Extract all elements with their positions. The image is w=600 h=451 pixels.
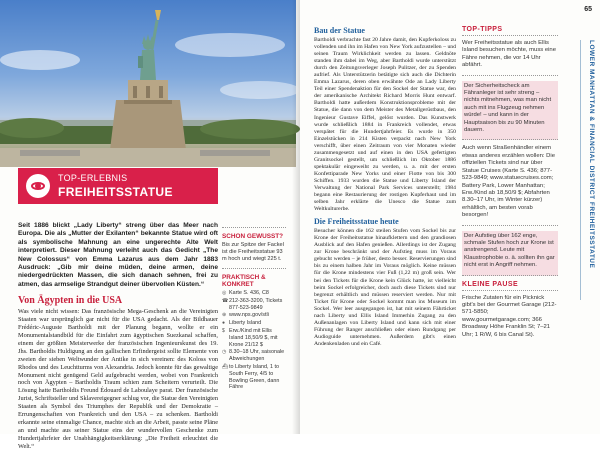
eye-icon [26,174,50,198]
ticket-icon: $ [222,327,225,334]
top-experience-banner [18,168,218,204]
map-pin-icon: ◎ [222,290,227,296]
info-row: ☎ 212-363-3200, Tickets 877-523-9849 [222,297,283,311]
practical-info-title: PRAKTISCH & KONKRET [222,274,266,288]
did-you-know-title: SCHON GEWUSST? [222,233,284,240]
divider [222,227,286,228]
top-tips-title: TOP-TIPPS [462,26,558,36]
right-main-column [314,26,456,348]
tip-item-warning: Der Aufstieg über 162 enge, schmale Stufen hoch zur Krone ist anstrengend. Leute mit Klaustrophobie o. ä. sollten ihn gar nicht erst in Angriff nehmen. [462,231,558,276]
section-text: Was viele nicht wissen: Das französische Mega-Geschenk an die Vereinigten Staaten war ursprünglich gar nicht für die USA gedacht. Als der Bildhauer Frédéric-Auguste Bartholdi mit der Planung begann, wollte er ein Monumentalstandbild für die Einfahrt zum ägyptischen Suezkanal schaffen, einem der größten Meisterwerke der französischen Ingenieurskunst des 19. Jhs. Bartholdis Huldigung an den gallischen Erfindergeist sollte Elemente von zweien der sieben Weltwunder der Antike in sich vereinen: des Koloss von Rhodos und des Leuchtturms von Alexandria. Jedoch konnte für das gewaltige Monument nicht genügend Geld aufgebracht werden, wobei von Frankreich noch von Ägypten – Bartholdis Traum schien zum Scheitern verurteilt. Die Lösung hatte Bartholdis Freund Édouard de Laboulaye parat. Der französische Jurist, Schriftsteller und Sklavereigegner schlug vor, die Statue den Vereinigten Staaten als Symbol des Triumphes der Republik und der Demokratie – Errungenschaften von Frankreich und den USA – zu schenken. Bartholdi erkannte seine einmalige Chance, machte sich an die Arbeit, passte seine Pläne an und machte aus seiner Statue eins der wundervollen Geschenke zum Hundertjahrfeier der Unabhängigkeitserklärung: „Die Freiheit erleuchtet die Welt.“ [18,308,218,450]
construction-text: Bartholdi verbrachte fast 20 Jahre damit, den Kupferkoloss zu vollenden und ihn im Hafen von New York aufzustellen – und seinen Traum Wirklichkeit werden zu lassen. Geldnöte standen ihm dabei im Weg, aber Bartholdi wurde unterstützt durch den Zeitungsverleger Joseph Pulitzer, der zu Spenden aufrief. Als Unterstützerin betätigte sich auch die Dichterin Emma Lazarus, deren oben erwähnte Ode an Lady Liberty Teil einer Spendenaktion für den Sockel der Statue war, den der amerikanische Architekt Richard Morris Hunt entwarf. Bartholdi hatte außerdem Konstruktionsprobleme mit der Statue, die dann von dem Meister des Metallgerüstbaus, den Ingenieur Gustave Eiffel, gelöst wurden. Das Kunstwerk wurde schließlich 1884 in Frankreich vollendet, etwas verspätet für die Hundertjahrfeier. Es wurde in 350 Einzelstücken in 214 Kisten verpackt nach New York verschifft, über einen Zeitraum von vier Monaten wieder zusammengesetzt und auf einen in den USA gefertigten Granitsockel gestellt, um schließlich im Oktober 1886 spektakulär eingeweiht zu werden, u. a. mit der ersten Konfettiparade New Yorks und einer Flotte von bis 300 Schiffen. 1933 wurden die Statue und Liberty Island der Verwaltung der National Park Services unterstellt; 1984 begann eine Restaurierung der rostigen Kupferhaut und im selben Jahr erklärte die Unesco die Statue zum Weltkulturerbe. [314,37,456,213]
info-row: ◷ 8.30–18 Uhr, saisonale Abweichungen [222,349,285,363]
info-row: ● Liberty Island [222,320,262,327]
chapter-side-tab [580,40,596,300]
lead-paragraph: Seit 1886 blickt „Lady Liberty“ streng über das Meer nach Europa. Die als „Mutter der Exilanten“ bekannte Statue wird oft als symbolische Mahnung an eine ungerechte Alte Welt interpretiert. Dieser Mahnung verleiht auch das Gedicht „The New Colossus“ von Emma Lazarus aus dem Jahr 1883 Ausdruck: „Gib mir deine müden, deine armen, deine niedergedrückten Massen, die sich danach sehnen, frei zu atmen, das armselige Strandgut deiner übervollen Küsten.“ [18,222,218,288]
banner-title: FREIHEITSSTATUE [58,185,173,199]
today-heading: Die Freiheitsstatue heute [314,217,399,227]
construction-heading: Bau der Statue [314,26,365,35]
tip-item: Wer Freiheitsstatue als auch Ellis Island besuchen möchte, muss eine Fähre nehmen, die vor 14 Uhr abfährt. [462,40,558,76]
page-number: 65 [584,6,592,13]
banner-kicker: TOP-ERLEBNIS [58,173,128,183]
right-page [300,0,600,434]
section-heading: Von Ägypten in die USA [18,295,123,307]
info-sidebar [222,222,286,392]
did-you-know-text: Bis zur Spitze der Fackel ist die Freiheitsstatue 93 m hoch und wiegt 225 t. [222,242,284,262]
globe-icon: ⊕ [222,312,227,319]
ferry-icon: ⛴ [222,363,229,370]
side-tab-label: LOWER MANHATTAN & FINANCIAL DISTRICT FREIHEITSSTATUE [588,40,595,269]
info-row: $ Erw./Kind mit Ellis Island 18,50/9 $, mit Krone 21/12 $ [222,327,278,348]
short-break-text: Frische Zutaten für ein Picknick gibt's bei der Gourmet Garage (212-571-5850; www.gourmetgarage.com; 366 Broadway Höhe Franklin St; 7–21 Uhr; 1 R/W, 6 bis Canal St). [462,294,557,338]
statue-of-liberty-photo [0,0,296,167]
today-text: Besucher können die 162 steilen Stufen vom Sockel bis zur Krone der Freiheitsstatue hinaufklettern und den grandiosen Ausblick auf den Hafen genießen. Allerdings ist der Zugang zur Krone beschränkt und der Aufstieg muss im Voraus gebucht werden – je früher, desto besser. Reservierungen sind bis zu einem halben Jahr im Voraus möglich. Keine müssen für die Krone mindestens vier Fuß (1,22 m) groß sein. Wer bei den Tickets für die Krone kein Glück hatte, ist vielleicht beim Sockel erfolgreicher, doch auch diese Tickets sind nur begrenzt erhältlich und müssen reserviert werden. Nur mit Ticket für Krone oder Sockel kommt man ins Museum im Sockel. Wer leer ausgegangen ist, hat mit seinem Fährticket nach Liberty und Ellis Island Immerhin Zugang zu den Außenanlagen von Liberty Island und kann sich mit einer Führung der Ranger anschließen oder einen Rundgang per Audioguide unternehmen. Außerdem gibt's einen Andenkenladen und ein Café. [314,228,456,347]
side-tab-rule [580,40,581,300]
divider [222,268,286,269]
pin-icon: ● [222,320,226,327]
info-row: ⛴ to Liberty Island, 1 to South Ferry, 4/5 to Bowling Green, dann Fähre [222,363,280,391]
phone-icon: ☎ [222,297,229,304]
short-break-title: KLEINE PAUSE [462,281,558,291]
info-row: ⊕ www.nps.gov/stli [222,312,269,319]
photo-illustration [0,0,296,167]
tip-item: Auch wenn Straßenhändler einem etwas anderes erzählen wollen: Die offiziellen Tickets sind nur über Statue Cruises (Karte S. 436; 877-523-9849; www.statuecruises.com; Battery Park, Lower Manhattan; Erw./Kind ab 18,50/9 $; Abfahrten 8.30–17 Uhr, im Winter kürzer) erhältlich, am besten vorab besorgen! [462,145,558,225]
clock-icon: ◷ [222,349,227,356]
info-row: ◎ Karte S. 436, C8 [222,290,269,296]
tips-column [462,26,558,349]
left-main-column [18,222,218,451]
left-page [0,0,300,450]
tip-item-warning: Der Sicherheitscheck am Fähranleger ist sehr streng – nichts mitnehmen, was man nicht auch mit ins Flugzeug nehmen würde! – und kann in der Hauptsaison bis zu 90 Minuten dauern. [462,81,558,141]
